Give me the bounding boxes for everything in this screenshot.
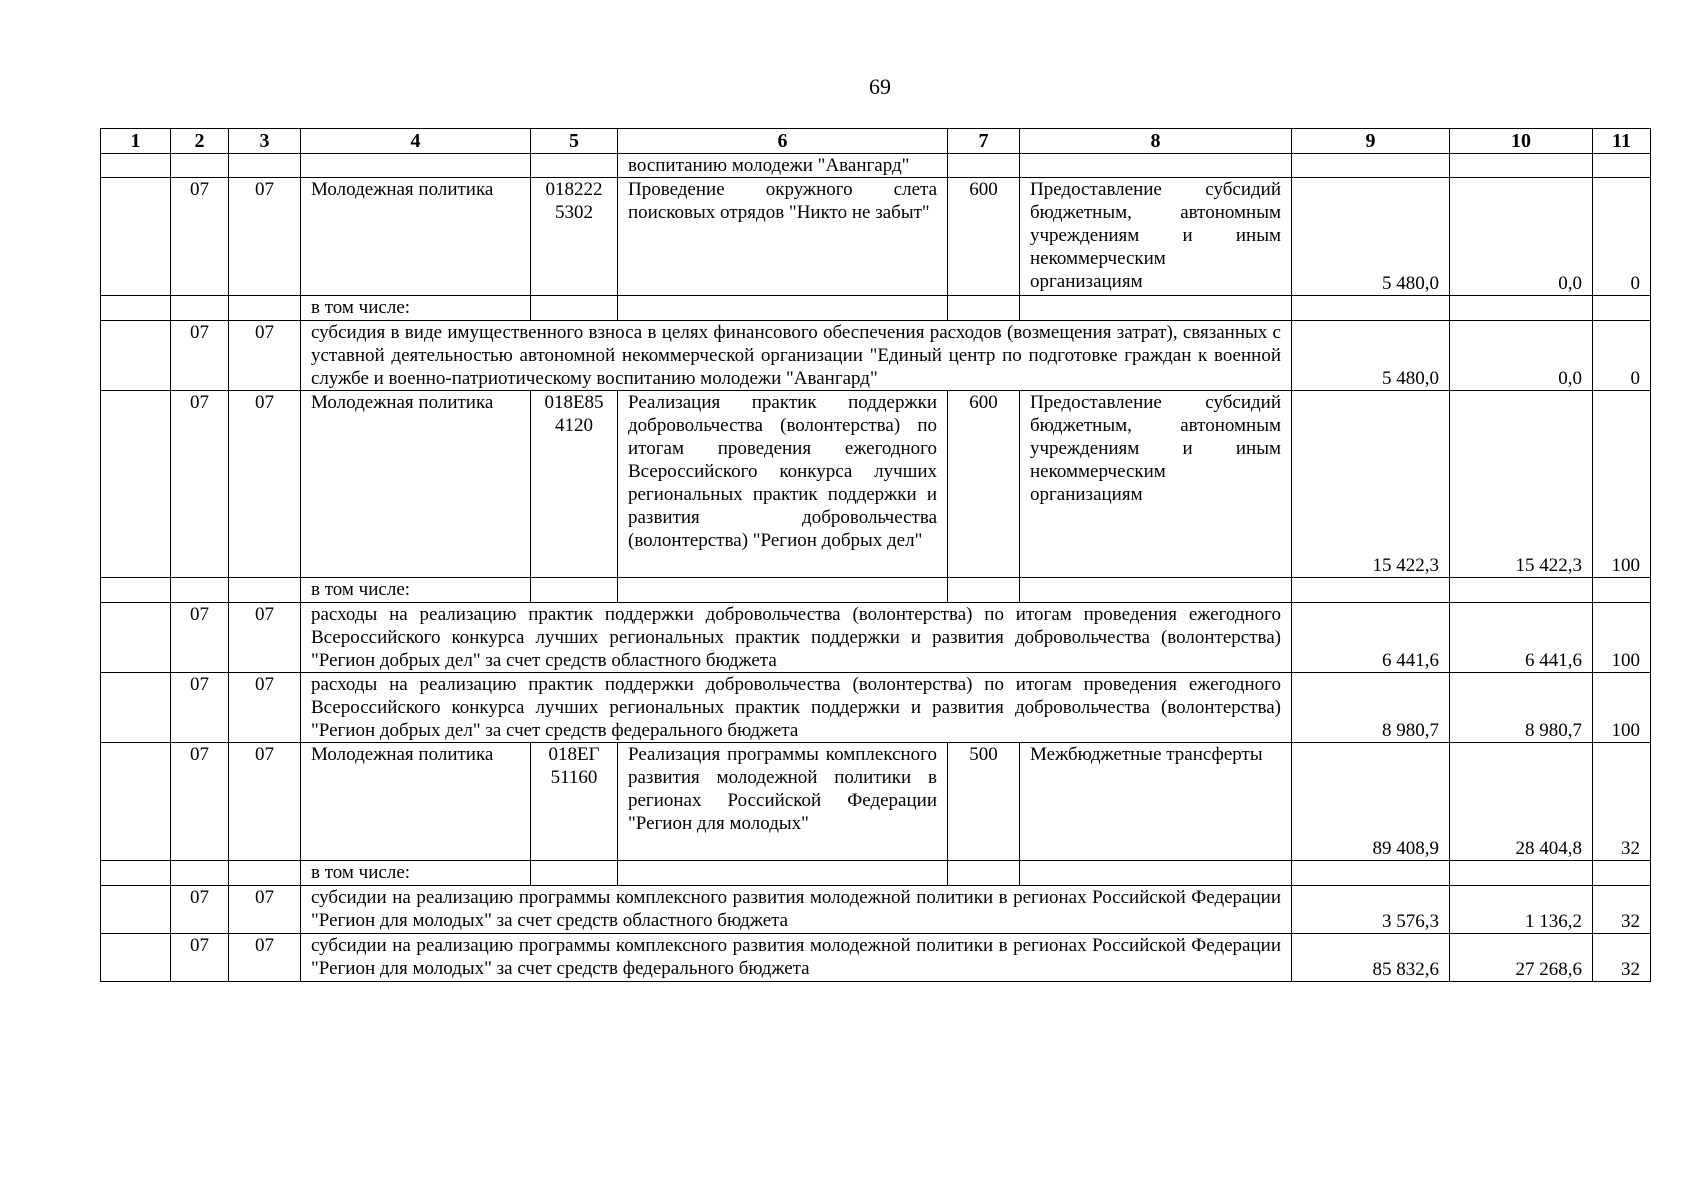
planned-amount: 15 422,3 bbox=[1292, 391, 1450, 578]
planned-amount: 6 441,6 bbox=[1292, 603, 1450, 673]
planned-amount: 85 832,6 bbox=[1292, 934, 1450, 982]
executed-amount: 6 441,6 bbox=[1450, 603, 1593, 673]
executed-amount: 27 268,6 bbox=[1450, 934, 1593, 982]
page-number: 69 bbox=[869, 74, 891, 99]
column-header: 10 bbox=[1450, 129, 1593, 154]
column-header: 3 bbox=[229, 129, 301, 154]
table-row bbox=[101, 321, 1651, 391]
including-label: в том числе: bbox=[301, 861, 531, 886]
event-description: Проведение окружного слета поисковых отрядов "Никто не забыт" bbox=[618, 178, 948, 296]
section-code: 07 bbox=[171, 321, 229, 391]
section-code: 07 bbox=[171, 934, 229, 982]
subsection-code: 07 bbox=[229, 673, 301, 743]
column-header: 4 bbox=[301, 129, 531, 154]
planned-amount: 5 480,0 bbox=[1292, 178, 1450, 296]
execution-percent: 100 bbox=[1593, 673, 1651, 743]
subtotal-label-row bbox=[101, 861, 1651, 886]
expense-description: расходы на реализацию практик поддержки добровольчества (волонтерства) по итогам проведения ежегодного Всероссийского конкурса лучших региональных практик поддержки и развития добровольчества (волонтерства) "Регион добрых дел" за счет средств федерального бюджета bbox=[301, 673, 1292, 743]
column-header: 7 bbox=[948, 129, 1020, 154]
execution-percent: 0 bbox=[1593, 178, 1651, 296]
executed-amount: 28 404,8 bbox=[1450, 743, 1593, 861]
column-header: 6 bbox=[618, 129, 948, 154]
target-article: 018ЕГ 51160 bbox=[531, 743, 618, 861]
column-number-row bbox=[101, 129, 1651, 154]
including-label: в том числе: bbox=[301, 296, 531, 321]
subsidy-description: субсидии на реализацию программы комплексного развития молодежной политики в регионах Российской Федерации "Регион для молодых" за счет средств областного бюджета bbox=[301, 886, 1292, 934]
column-header: 9 bbox=[1292, 129, 1450, 154]
subsection-code: 07 bbox=[229, 743, 301, 861]
column-header: 5 bbox=[531, 129, 618, 154]
execution-percent: 100 bbox=[1593, 603, 1651, 673]
subsection-code: 07 bbox=[229, 603, 301, 673]
execution-percent: 0 bbox=[1593, 321, 1651, 391]
column-header: 1 bbox=[101, 129, 171, 154]
planned-amount: 89 408,9 bbox=[1292, 743, 1450, 861]
executed-amount: 8 980,7 bbox=[1450, 673, 1593, 743]
continuation-row bbox=[101, 154, 1651, 178]
expense-type-code: 600 bbox=[948, 178, 1020, 296]
subsection-code: 07 bbox=[229, 886, 301, 934]
subsection-code: 07 bbox=[229, 391, 301, 578]
subtotal-label-row bbox=[101, 578, 1651, 603]
section-code: 07 bbox=[171, 743, 229, 861]
budget-table bbox=[100, 128, 1651, 982]
executed-amount: 1 136,2 bbox=[1450, 886, 1593, 934]
event-description: Реализация практик поддержки добровольчества (волонтерства) по итогам проведения ежегодного Всероссийского конкурса лучших региональных практик поддержки и развития добровольчества (волонтерства) "Регион добрых дел" bbox=[618, 391, 948, 578]
table-row bbox=[101, 603, 1651, 673]
column-header: 2 bbox=[171, 129, 229, 154]
table-row bbox=[101, 391, 1651, 578]
table-row bbox=[101, 178, 1651, 296]
subsidy-description: субсидия в виде имущественного взноса в целях финансового обеспечения расходов (возмещения затрат), связанных с уставной деятельностью автономной некоммерческой организации "Единый центр по подготовке граждан к военной службе и военно-патриотическому воспитанию молодежи "Авангард" bbox=[301, 321, 1292, 391]
expense-description: расходы на реализацию практик поддержки добровольчества (волонтерства) по итогам проведения ежегодного Всероссийского конкурса лучших региональных практик поддержки и развития добровольчества (волонтерства) "Регион добрых дел" за счет средств областного бюджета bbox=[301, 603, 1292, 673]
section-name: Молодежная политика bbox=[301, 391, 531, 578]
event-description: воспитанию молодежи "Авангард" bbox=[618, 154, 948, 178]
execution-percent: 100 bbox=[1593, 391, 1651, 578]
section-code: 07 bbox=[171, 178, 229, 296]
executed-amount: 0,0 bbox=[1450, 321, 1593, 391]
section-code: 07 bbox=[171, 673, 229, 743]
expense-type-code: 600 bbox=[948, 391, 1020, 578]
subsidy-description: субсидии на реализацию программы комплексного развития молодежной политики в регионах Российской Федерации "Регион для молодых" за счет средств федерального бюджета bbox=[301, 934, 1292, 982]
event-description: Реализация программы комплексного развития молодежной политики в регионах Российской Федерации "Регион для молодых" bbox=[618, 743, 948, 861]
subsection-code: 07 bbox=[229, 178, 301, 296]
executed-amount: 0,0 bbox=[1450, 178, 1593, 296]
table-row bbox=[101, 743, 1651, 861]
section-code: 07 bbox=[171, 603, 229, 673]
section-code: 07 bbox=[171, 886, 229, 934]
expense-type-code: 500 bbox=[948, 743, 1020, 861]
table-row bbox=[101, 886, 1651, 934]
subsection-code: 07 bbox=[229, 934, 301, 982]
execution-percent: 32 bbox=[1593, 743, 1651, 861]
subtotal-label-row bbox=[101, 296, 1651, 321]
target-article: 018Е85 4120 bbox=[531, 391, 618, 578]
column-header: 11 bbox=[1593, 129, 1651, 154]
executed-amount: 15 422,3 bbox=[1450, 391, 1593, 578]
expense-type-name: Межбюджетные трансферты bbox=[1020, 743, 1292, 861]
column-header: 8 bbox=[1020, 129, 1292, 154]
execution-percent: 32 bbox=[1593, 934, 1651, 982]
expense-type-name: Предоставление субсидий бюджетным, автономным учреждениям и иным некоммерческим организациям bbox=[1020, 178, 1292, 296]
planned-amount: 8 980,7 bbox=[1292, 673, 1450, 743]
table-row bbox=[101, 934, 1651, 982]
section-name: Молодежная политика bbox=[301, 178, 531, 296]
target-article: 018222 5302 bbox=[531, 178, 618, 296]
including-label: в том числе: bbox=[301, 578, 531, 603]
section-name: Молодежная политика bbox=[301, 743, 531, 861]
table-row bbox=[101, 673, 1651, 743]
execution-percent: 32 bbox=[1593, 886, 1651, 934]
section-code: 07 bbox=[171, 391, 229, 578]
planned-amount: 5 480,0 bbox=[1292, 321, 1450, 391]
planned-amount: 3 576,3 bbox=[1292, 886, 1450, 934]
expense-type-name: Предоставление субсидий бюджетным, автономным учреждениям и иным некоммерческим организациям bbox=[1020, 391, 1292, 578]
subsection-code: 07 bbox=[229, 321, 301, 391]
